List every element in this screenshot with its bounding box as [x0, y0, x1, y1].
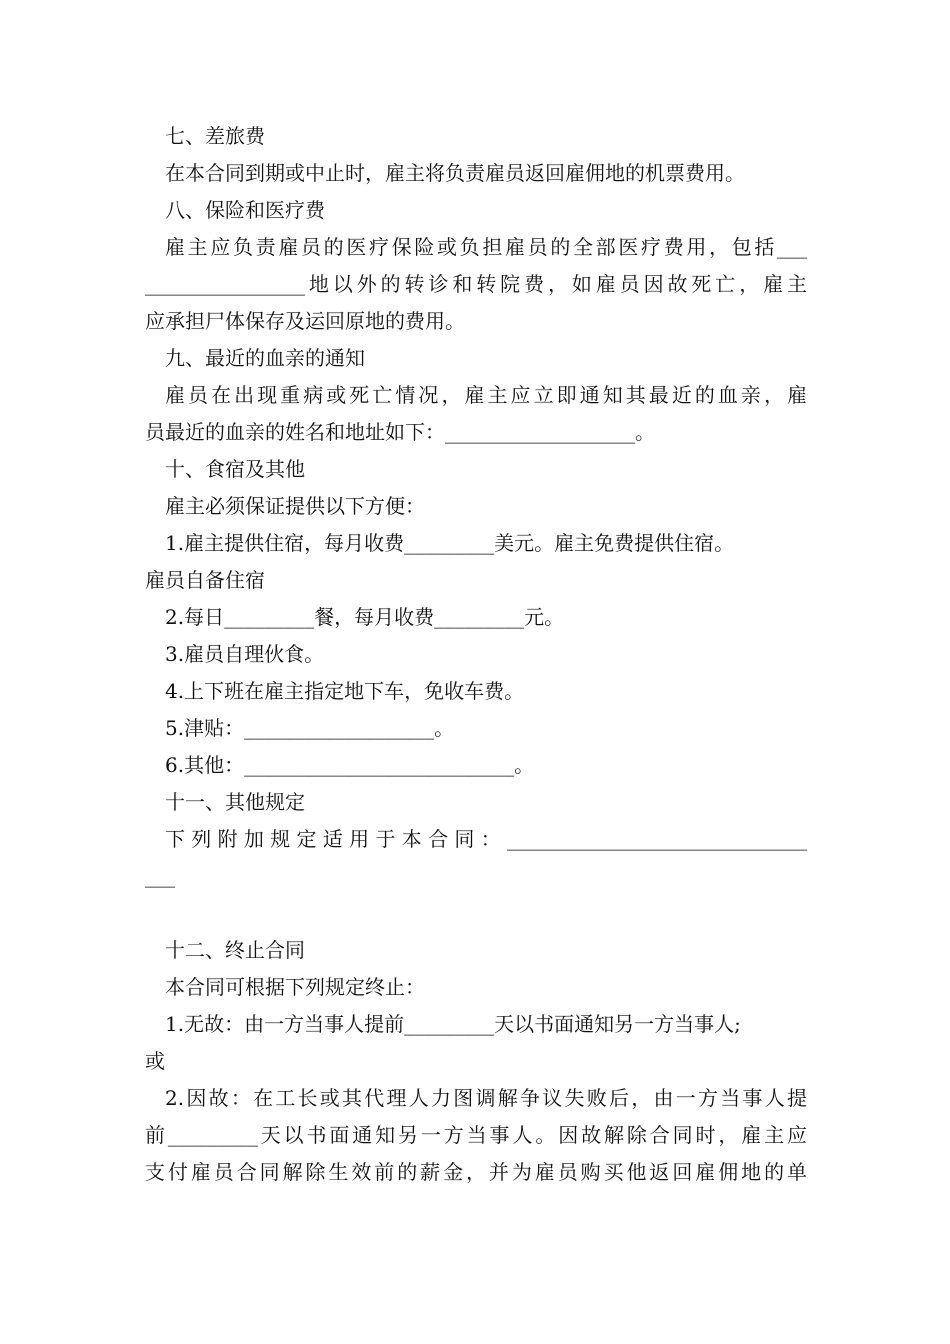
line-17: 5.津贴：___________________。 — [165, 716, 455, 740]
line-20: 下列附加规定适用于本合同：______________________________ — [165, 827, 807, 851]
line-10: 十、食宿及其他 — [165, 457, 305, 481]
line-01: 七、差旅费 — [165, 124, 265, 148]
line-06: 应承担尸体保存及运回原地的费用。 — [145, 309, 465, 333]
line-27: 2.因故：在工长或其代理人力图调解争议失败后，由一方当事人提 — [165, 1086, 807, 1110]
line-28: 前_________天以书面通知另一方当事人。因故解除合同时，雇主应 — [145, 1123, 807, 1147]
line-08: 雇员在出现重病或死亡情况，雇主应立即通知其最近的血亲，雇 — [165, 383, 807, 407]
line-21: ___ — [145, 864, 175, 888]
line-07: 九、最近的血亲的通知 — [165, 346, 365, 370]
line-15: 3.雇员自理伙食。 — [165, 642, 325, 666]
line-02: 在本合同到期或中止时，雇主将负责雇员返回雇佣地的机票费用。 — [165, 161, 745, 185]
line-23: 十二、终止合同 — [165, 938, 305, 962]
blank-line — [145, 895, 807, 932]
line-11: 雇主必须保证提供以下方便： — [165, 494, 425, 518]
line-16: 4.上下班在雇主指定地下车，免收车费。 — [165, 679, 525, 703]
line-09: 员最近的血亲的姓名和地址如下：___________________。 — [145, 420, 655, 444]
line-13: 雇员自备住宿 — [145, 568, 265, 592]
line-14: 2.每日_________餐，每月收费_________元。 — [165, 605, 565, 629]
document-page — [145, 118, 807, 1191]
line-19: 十一、其他规定 — [165, 790, 305, 814]
line-29: 支付雇员合同解除生效前的薪金，并为雇员购买他返回雇佣地的单 — [145, 1160, 807, 1184]
line-12: 1.雇主提供住宿，每月收费_________美元。雇主免费提供住宿。 — [165, 531, 735, 555]
line-18: 6.其他：___________________________。 — [165, 753, 535, 777]
line-26: 或 — [145, 1049, 165, 1073]
line-05: ________________地以外的转诊和转院费，如雇员因故死亡，雇主 — [145, 272, 807, 296]
line-04: 雇主应负责雇员的医疗保险或负担雇员的全部医疗费用，包括___ — [165, 235, 807, 259]
line-24: 本合同可根据下列规定终止： — [165, 975, 425, 999]
line-03: 八、保险和医疗费 — [165, 198, 325, 222]
line-25: 1.无故：由一方当事人提前_________天以书面通知另一方当事人; — [165, 1012, 741, 1036]
